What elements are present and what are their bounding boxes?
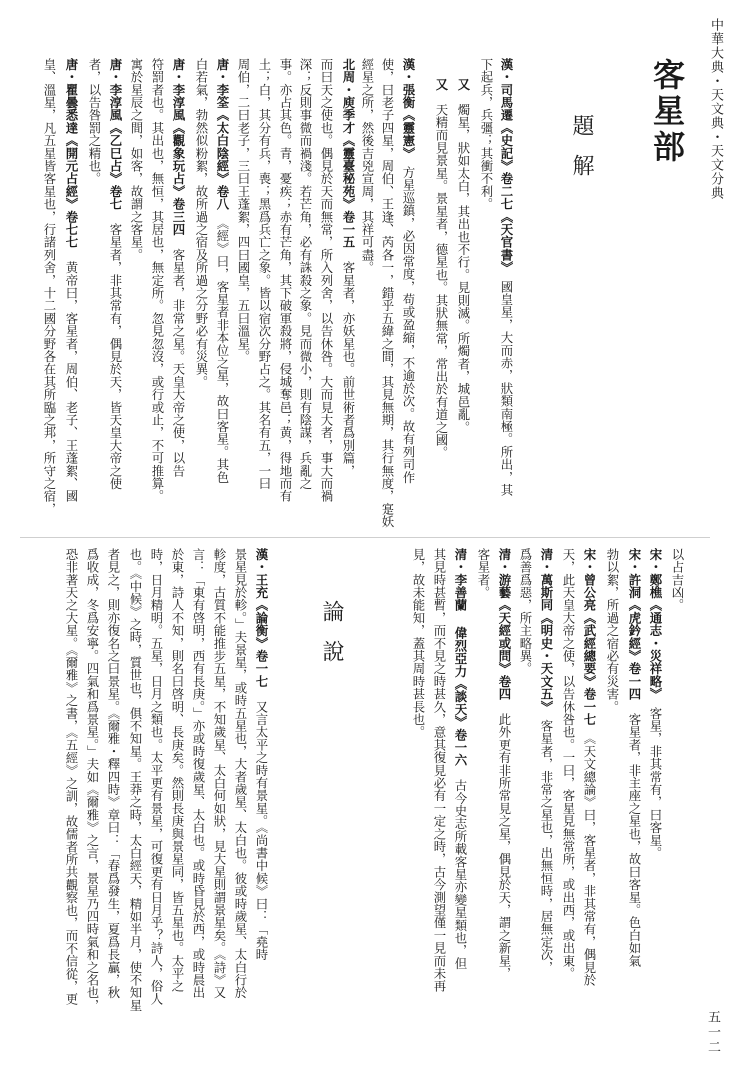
text-column — [86, 58, 103, 532]
column-text: 以占吉凶。 — [670, 548, 685, 612]
column-text: 也。《中候》之時，質世也，俱不知星。王莽之時，太白經天，精如半月，使不知星 — [128, 548, 143, 1012]
column-text: 古今史志所載客星亦變星類也，但 — [453, 779, 468, 970]
text-column — [63, 58, 80, 532]
text-column — [410, 548, 427, 1060]
text-column — [581, 548, 598, 1060]
text-column — [41, 58, 58, 532]
text-column — [478, 58, 495, 532]
column-text: 符罰者也。其出也，無恒，其居也，無定所。忽見忽沒，或行或止，不可推算。 — [150, 58, 165, 503]
text-column — [340, 58, 357, 532]
source-citation: 唐・李淳風《觀象玩占》卷三四 — [171, 58, 186, 236]
text-column — [517, 548, 534, 1060]
column-text: 爲收成，冬爲安寧。四氣和爲景星。」夫如《爾雅》之言，景星乃四時氣和之名也， — [85, 548, 100, 1012]
source-citation: 唐・瞿曇悉達《開元占經》卷七七 — [64, 58, 79, 249]
column-text: 事。亦占其色。青，憂疾；赤有芒角，其下破軍殺將，侵城奪邑；黄，得地而有 — [278, 58, 293, 503]
text-column — [538, 548, 555, 1060]
text-column — [256, 58, 273, 532]
top-section-heading: 題解 — [569, 114, 594, 194]
source-citation: 清・游藝《天經或問》卷四 — [497, 548, 512, 701]
text-column — [431, 548, 448, 1060]
text-column — [455, 78, 472, 532]
text-column — [669, 548, 686, 1060]
text-column — [359, 58, 376, 532]
column-text: 者見之，則亦復名之曰景星。《爾雅・釋四時》章曰：「春爲發生，夏爲長贏，秋 — [106, 548, 121, 999]
source-citation: 清・萬斯同《明史・天文五》 — [539, 548, 554, 707]
text-column — [560, 548, 577, 1060]
bottom-section-heading: 論說 — [319, 600, 344, 680]
source-citation: 北周・庾季才《靈臺秘苑》卷一五 — [341, 58, 356, 249]
source-citation: 漢・張衡《靈憲》 — [401, 58, 416, 154]
text-column — [452, 548, 469, 1060]
source-citation: 宋・許洞《虎鈐經》卷一四 — [627, 548, 642, 701]
column-text: 國皇星，大而赤，狀類南極。所出，其 — [499, 280, 514, 497]
column-text: 此外更有非所常見之星，偶見於天，謂之新星， — [497, 713, 512, 980]
text-column — [498, 58, 515, 532]
text-column — [647, 548, 664, 1060]
source-citation: 唐・李淳風《乙巳占》卷七 — [108, 58, 123, 211]
column-text: 天精而見景星。景星者，德星也。其狀無常，常出於有道之國。 — [434, 103, 449, 460]
column-text: 寓於星辰之間，如客，故謂之客星。 — [129, 58, 144, 262]
text-column — [193, 58, 210, 532]
column-text: 經星之所，然後吉兇宣周，其祥可盡。 — [360, 58, 375, 274]
column-text: 皇、溫星，凡五星皆客星也，行諸列舍，十二國分野各在其所臨之邦，所守之宿， — [42, 58, 57, 516]
column-text: 《經》曰，客星者非本位之星，故曰客星。其色 — [215, 223, 230, 484]
column-text: 方星巡鎮，必因常度，苟或盈縮，不逾於次。故有列司作 — [401, 166, 416, 484]
column-text: 客星者，非常之星。天皇大帝之使，以告 — [171, 248, 186, 478]
column-text: 言：「東有啓明，西有長庚。」亦或時復歲星、太白也。或時昏見於西，或時晨出 — [191, 548, 206, 999]
text-column — [127, 548, 144, 1060]
column-text: 又言太平之時有景星。《尚書中候》曰：「堯時 — [254, 700, 269, 961]
source-citation: 唐・李筌《太白陰經》卷八 — [215, 58, 230, 211]
column-text: 深；反則事微而禍淺。若芒角，必有誅殺之象。見而微小，則有陰謀，兵亂之 — [298, 58, 313, 490]
column-text: 軫度，古質不能推步五星，不知歲星、太白何如狀，見大星則謂景星矣。《詩》又 — [212, 548, 227, 999]
column-text: 客星者，亦妖星也。前世術者爲別篇， — [341, 261, 356, 478]
column-text: 下起兵，兵彊；其衝不利。 — [479, 58, 494, 211]
text-column — [475, 548, 492, 1060]
column-text: 景星見於軫。」夫景星，或時五星也，大者歲星、太白也。彼或時歲星、太白行於 — [233, 548, 248, 999]
text-column — [626, 548, 643, 1060]
section-divider — [20, 537, 710, 538]
text-column — [84, 548, 101, 1060]
column-text: 而曰天之使也。偶見於天而無常，所入列舍，以告休咎。大而見大者，事大而禍 — [319, 58, 334, 503]
column-text: 白若氣，勃然似粉絮，故所過之宿及所過之分野必有災異。 — [194, 58, 209, 389]
source-citation: 漢・司馬遷《史記》卷二七《天官書》 — [499, 58, 514, 268]
text-column — [277, 58, 294, 532]
text-column — [190, 548, 207, 1060]
column-text: 客星者，非主座之星也，故曰客星。色白如氣 — [627, 713, 642, 968]
text-column — [107, 58, 124, 532]
text-column — [211, 548, 228, 1060]
column-text: 燭星，狀如太白，其出也不行。見則滅。所燭者，城邑亂。 — [456, 103, 471, 434]
column-text: 客星，非其常有，曰客星。 — [648, 706, 663, 860]
source-citation: 又 — [456, 78, 471, 91]
source-citation: 宋・鄭樵《通志・災祥略》 — [648, 548, 663, 695]
source-citation: 清・李善蘭 偉烈亞力《談天》卷一六 — [453, 548, 468, 767]
text-column — [128, 58, 145, 532]
source-citation: 又 — [434, 78, 449, 91]
column-text: 《天文總論》曰，客星者，非其常有，偶見於 — [582, 738, 597, 987]
column-text: 者，以告咎罰之精也。 — [87, 58, 102, 185]
column-text: 土；白，其分有兵，喪；黑爲兵亡之象。皆以宿次分野占之。其名有五，一曰 — [257, 58, 272, 490]
text-column — [170, 58, 187, 532]
text-column — [400, 58, 417, 532]
page-number: 五一二 — [705, 1010, 720, 1055]
text-column — [105, 548, 122, 1060]
column-text: 客星者。 — [476, 548, 491, 599]
source-citation: 宋・曾公亮《武經總要》卷一七 — [582, 548, 597, 726]
column-text: 時，日月精明。五星，日月之類也。太平更有景星，可復更有日月乎？詩人，俗人 — [149, 548, 164, 1006]
column-text: 於東，詩人不知，則名曰啓明、長庚矣。然則長庚與景星同，皆五星也。太平之 — [170, 548, 185, 993]
column-text: 客星者，非常之星也，出無恒時，居無定次， — [539, 719, 554, 974]
text-column — [148, 548, 165, 1060]
column-text: 天，此天皇大帝之使，以告休咎也。一曰，客星見無常所，或出西，或出東。 — [561, 548, 576, 980]
text-column — [496, 548, 513, 1060]
section-title: 客星部 — [648, 58, 686, 166]
text-column — [63, 548, 80, 1060]
text-column — [604, 548, 621, 1060]
text-column — [253, 548, 270, 1060]
text-column — [379, 58, 396, 532]
source-citation: 漢・王充《論衡》卷一七 — [254, 548, 269, 688]
column-text: 使，曰老子四星，周伯、王逢、芮各一，錯乎五緯之間，其見無期，其行無度，寔妖 — [380, 58, 395, 528]
book-title-header: 中華大典・天文典・天文分典 — [708, 18, 723, 200]
text-column — [214, 58, 231, 532]
text-column — [235, 58, 252, 532]
text-column — [232, 548, 249, 1060]
column-text: 勃以絮，所過之宿必有災害。 — [605, 548, 620, 714]
column-text: 其見時甚暫，而不見之時甚久，意其復見必有一定之時，古今測望僅一見而未再 — [432, 548, 447, 993]
text-column — [149, 58, 166, 532]
column-text: 恐非著天之大星。《爾雅》之書，《五經》之訓，故儒者所共觀察也，而不信從，更 — [64, 548, 79, 1006]
column-text: 爲善爲惡，所主略異。 — [518, 548, 533, 675]
text-column — [318, 58, 335, 532]
column-text: 見，故未能知，蓋其周時甚長也。 — [411, 548, 426, 739]
text-column — [433, 78, 450, 532]
column-text: 黄帝曰，客星者，周伯、老子、王蓬絮、國 — [64, 261, 79, 503]
column-text: 周伯，二曰老子，三曰王蓬絮，四曰國皇，五曰溫星。 — [236, 58, 251, 363]
text-column — [169, 548, 186, 1060]
column-text: 客星者，非其常有，偶見於天，皆天皇大帝之使 — [108, 223, 123, 490]
text-column — [297, 58, 314, 532]
